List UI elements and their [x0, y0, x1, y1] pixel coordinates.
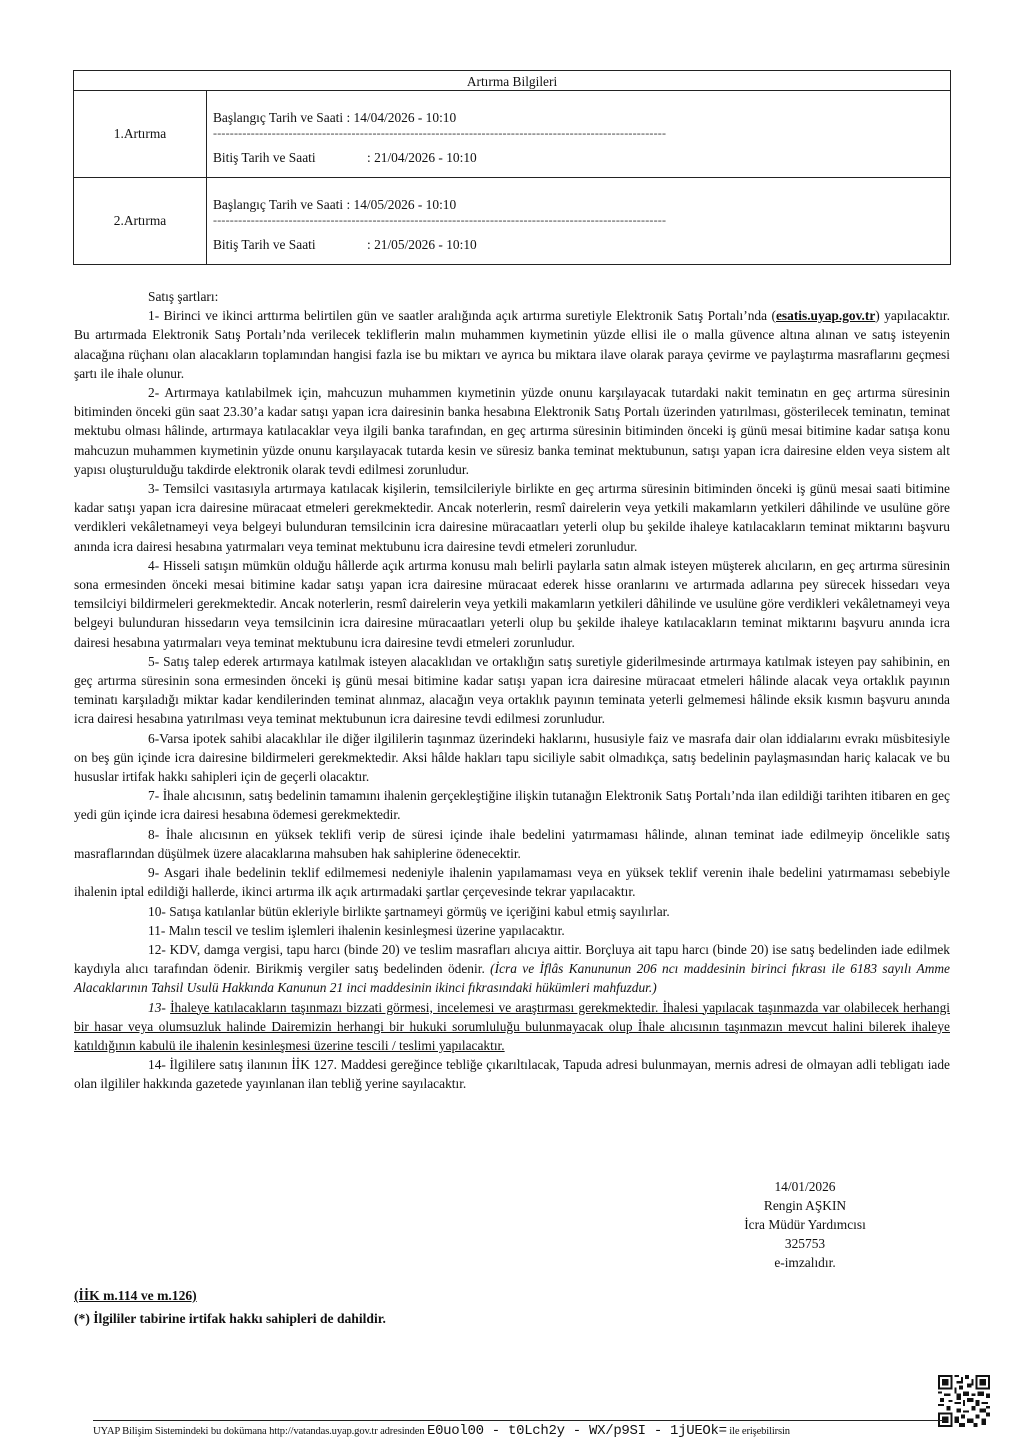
term-10: 10- Satışa katılanlar bütün ekleriyle birlikte şartnameyi görmüş ve içeriğini kabul etmiş sayılırlar. — [148, 903, 670, 919]
verification-code: E0uol00 - t0Lch2y - WX/p9SI - 1jUEOk= — [426, 1423, 727, 1439]
term-13: 13- İhaleye katılacakların taşınmazı bizzati görmesi, incelemesi ve araştırması gerekmektedir. İhalesi yapılacak taşınmazda var olabilecek herhangi bir hasar veya olumsuzluk halinde Dairemizin herhangi bir hukuki sorumluluğu bulunmayacak olup İhale alıcısının taşınmazın mevcut halini bilerek ihaleye katıldığının kabulü ile ihalenin kesinleşmesi üzerine tescili / teslimi yapılacaktır. — [74, 999, 950, 1053]
term-5: 5- Satış talep ederek artırmaya katılmak isteyen alacaklıdan ve ortaklığın satış suretiyle giderilmesinde artırmaya katılmak isteyen pay sahibinin, en geç artırma süresinin sona ermesinden önceki iş günü mesai bitimine kadar satışı yapan icra dairesine müracaat etmeleri hâlinde alacak veya ortaklık payının teminatı karşıladığı miktar kadar kendilerinden teminat alınmaz, alacağın veya ortaklık payının teminata yeterli gelmemesi hâlinde eksik kısmın başvuru anında icra dairesi hesabına yatırılması veya teminat mektubunun icra dairesine tevdi edilmesi zorunludur. — [74, 653, 950, 727]
signature-note: e-imzalıdır. — [774, 1255, 836, 1270]
footnote: (*) İlgililer tabirine irtifak hakkı sahipleri de dahildir. — [74, 1311, 386, 1326]
term-12-legal-note: (İcra ve İflâs Kanununun 206 ncı maddesinin birinci fıkrası ile 6183 sayılı Amme Alacaklarının Tahsil Usulü Hakkında Kanunun 21 inci maddesinin ikinci fıkrasındaki hükümleri mahfuzdur.) — [74, 961, 950, 996]
auction-table-header: Artırma Bilgileri — [74, 71, 951, 91]
signature-date: 14/01/2026 — [774, 1179, 836, 1194]
term-14: 14- İlgililere satış ilanının İİK 127. Maddesi gereğince tebliğe çıkarıltılacak, Tapuda adresi bulunmayan, mernis adresi de olmayan adli tebligatı iade olan ilgililer hakkında gazetede yayınlanan ilan tebliğ yerine sayılacaktır. — [74, 1057, 950, 1092]
start-value: : 14/04/2026 - 10:10 — [346, 110, 457, 125]
auction-row-1 — [74, 91, 951, 178]
end-label: Bitiş Tarih ve Saati — [213, 150, 316, 165]
footer: UYAP Bilişim Sistemindeki bu dokümana http://vatandas.uyap.gov.tr adresinden E0uol00 - t0Lch2y - WX/p9SI - 1jUEOk= ile erişebilirsin — [93, 1423, 790, 1439]
term-6: 6-Varsa ipotek sahibi alacaklılar ile diğer ilgililerin taşınmaz üzerindeki haklarını, hususiyle faiz ve masrafa dair olan iddialarını evrakı müsbitesiyle on beş gün içinde icra dairesine bildirmeleri gerekmektedir. Aksi hâlde hakları tapu siciliyle sabit olmadıkça, satış bedelinin paylaşmasından hariç kalacak ve bu hususlar irtifak hakkı sahipleri için de geçerli olacaktır. — [74, 730, 950, 785]
term-12: 12- KDV, damga vergisi, tapu harcı (binde 20) ve teslim masrafları alıcıya aittir. Borçluya ait tapu harcı (binde 20) ise satış bedelinden iade edilmek kaydıyla alıcı tarafından ödenir. Birikmiş vergiler satış bedelinden ödenir. (İcra ve İflâs Kanununun 206 ncı maddesinin birinci fıkrası ile 6183 sayılı Amme Alacaklarının Tahsil Usulü Hakkında Kanunun 21 inci maddesinin ikinci fıkrasındaki hükümleri mahfuzdur.) — [74, 941, 950, 996]
end-label: Bitiş Tarih ve Saati — [213, 237, 316, 252]
esatis-link[interactable]: esatis.uyap.gov.tr — [775, 308, 876, 324]
signature-name: Rengin AŞKIN — [763, 1198, 847, 1213]
separator: ------------------------------------------------------------------------------------------------------------ — [213, 215, 667, 227]
footer-divider — [93, 1420, 948, 1421]
term-3: 3- Temsilci vasıtasıyla artırmaya katılacak kişilerin, temsilcileriyle birlikte en geç artırma süresinin bitiminden önceki iş günü mesai saati bitimine kadar satışı yapan icra dairesine müracaat etmeleri gerekmektedir. Ancak noterlerin, resmî dairelerin veya yetkili makamların yetkileri dâhilinde ve usulüne göre verdikleri vekâletnameyi veya belgeyi bulunduran temsilcinin icra dairesine müracaatları yeterli olup bu şekilde ihaleye katılacakların teminat miktarını başvuru anında icra dairesi hesabına yatırmaları veya teminat mektubunu icra dairesine tevdi etmeleri zorunludur. — [74, 481, 950, 554]
end-value: : 21/04/2026 - 10:10 — [367, 150, 477, 165]
start-label: Başlangıç Tarih ve Saati — [213, 197, 344, 212]
term-11: 11- Malın tescil ve teslim işlemleri ihalenin kesinleşmesi üzerine yapılacaktır. — [148, 922, 565, 938]
signature-id: 325753 — [784, 1236, 826, 1251]
auction-row-label: 2.Artırma — [74, 178, 207, 265]
term-7: 7- İhale alıcısının, satış bedelinin tamamını ihalenin gerçekleştiğine ilişkin tutanağın Elektronik Satış Portalı’nda ilan edildiği tarihten itibaren en geç yedi gün içinde icra dairesi hesabına ödemesi gerekmektedir. — [74, 788, 950, 823]
legal-reference: (İİK m.114 ve m.126) — [74, 1288, 197, 1303]
term-9: 9- Asgari ihale bedelinin teklif edilmemesi nedeniyle ihalenin yapılamaması veya en yüksek teklif verenin ihale bedelini yatırmaması sebebiyle ihalenin iptal edildiği hallerde, ikinci artırma ilk açık artırmadaki şartlar çerçevesinde tekrar yapılacaktır. — [74, 865, 950, 900]
auction-row-2 — [74, 178, 951, 265]
separator: ------------------------------------------------------------------------------------------------------------ — [213, 128, 667, 140]
start-label: Başlangıç Tarih ve Saati — [213, 110, 344, 125]
signature-block — [700, 1177, 910, 1272]
term-2: 2- Artırmaya katılabilmek için, mahcuzun muhammen kıymetinin yüzde onunu karşılayacak tutardaki nakit teminatın en geç artırma süresinin bitiminden önceki gün saat 23.30’a kadar satışı yapan icra dairesinin banka hesabına Elektronik Satış Portalı üzerinden yatırılması, gösterilecek teminatın, teminat mektubu olması hâlinde, artırmaya katılacaklar veya ilgili banka tarafından, en geç artırma süresinin bitiminden önceki iş günü mesai bitimine kadar satışa konu mahcuzun muhammen kıymetinin yüzde onunu karşılayacak tutarda kesin ve süresiz banka teminat mektubunun, satışı yapan icra dairesine elden veya sistem alt yapısı oluşturulduğu takdirde elektronik olarak tevdi edilmesi zorunludur. — [74, 385, 950, 477]
start-value: : 14/05/2026 - 10:10 — [346, 197, 457, 212]
term-4: 4- Hisseli satışın mümkün olduğu hâllerde açık artırma konusu malı belirli paylarla satın almak isteyen müşterek alıcıların, en geç artırma süresinin sona ermesinden önceki mesai bitimine kadar satışı yapan icra dairesine müracaat ederek hisse oranlarını ve artırmada adlarına pey sürecek hissedarı veya temsilciyi bildirmeleri gerekmektedir. Ancak noterlerin, resmî dairelerin veya yetkili makamların yetkileri dâhilinde ve usulüne göre verdikleri vekâletnameyi veya belgeyi bulunduran hissedarın veya temsilcinin icra dairesine müracaatları yeterli olup bu şekilde ihaleye katılacakların teminat miktarını başvuru anında icra dairesi hesabına yatırmaları veya teminat mektubunu icra dairesine tevdi etmeleri zorunludur. — [74, 557, 950, 650]
signature-title: İcra Müdür Yardımcısı — [744, 1217, 866, 1232]
auction-info-table — [73, 70, 951, 265]
auction-row-label: 1.Artırma — [74, 91, 207, 178]
terms-heading: Satış şartları: — [148, 289, 219, 304]
end-value: : 21/05/2026 - 10:10 — [367, 237, 477, 252]
term-8: 8- İhale alıcısının en yüksek teklifi verip de süresi içinde ihale bedelini yatırmaması hâlinde, alınan teminat iade edilmeyip öncelikle satış masraflarından düşülmek üzere alacaklarına mahsuben hak sahiplerine ödenecektir. — [74, 826, 950, 861]
term-1: 1- Birinci ve ikinci arttırma belirtilen gün ve saatler aralığında açık artırma suretiyle Elektronik Satış Portalı’nda (esatis.uyap.gov.tr) yapılacaktır. Bu artırmada Elektronik Satış Portalı’nda verilecek tekliflerin malın muhammen kıymetinin yüzde ellisi ile o malla güvence altına alınan ve satış isteyenin alacağına rüçhanı olan alacakların toplamından hangisi fazla ise bu miktarı ve ayrıca bu miktara ilave olarak paraya çevirme ve paylaştırma masraflarını geçmesi şartı ile ihale olunur. — [74, 308, 950, 381]
sale-terms — [74, 287, 950, 1094]
